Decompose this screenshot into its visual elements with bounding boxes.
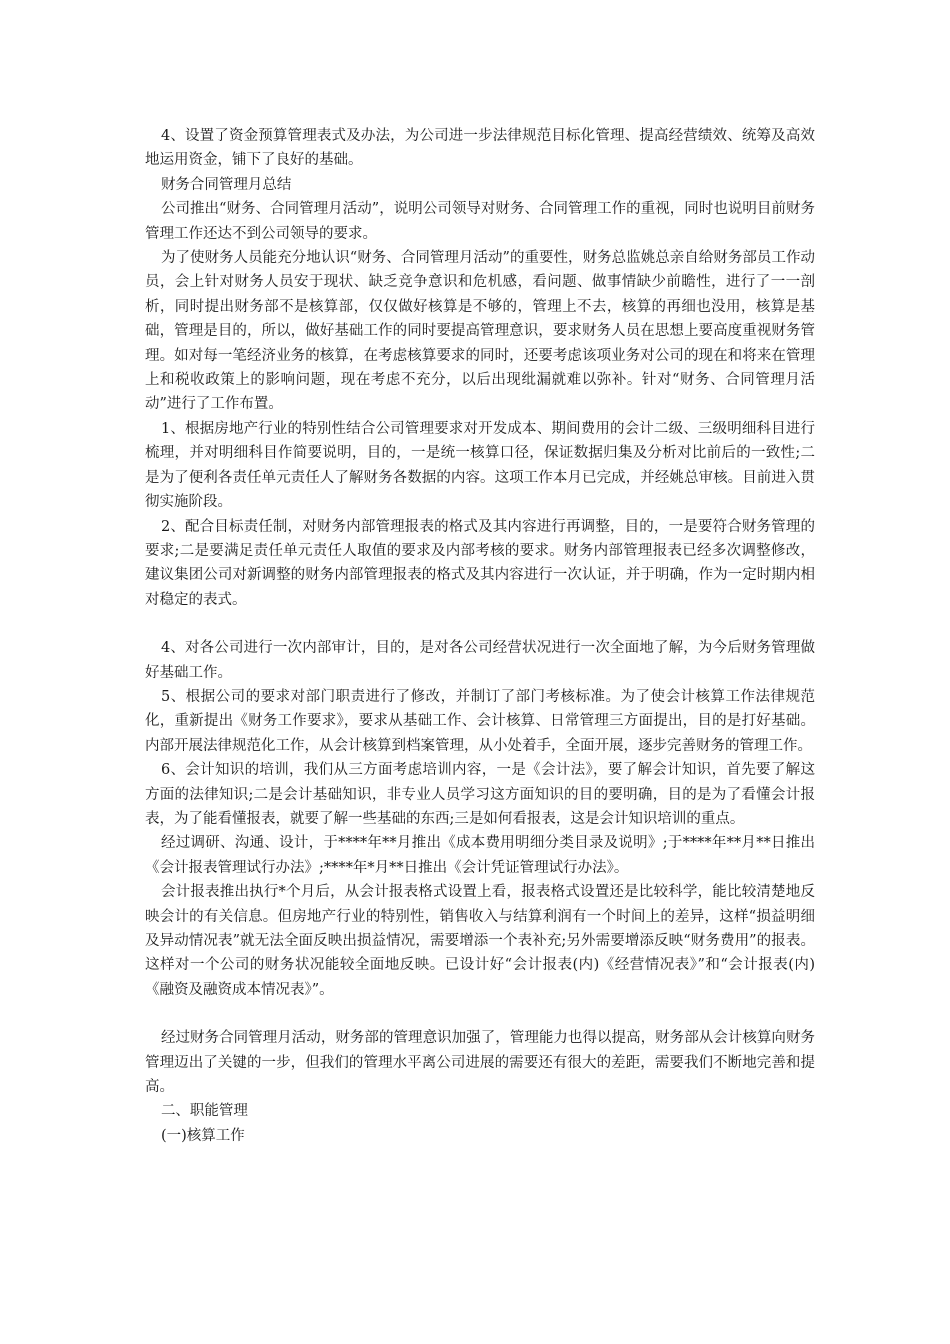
paragraph-item-5: 5、根据公司的要求对部门职责进行了修改，并制订了部门考核标准。为了使会计核算工作法律规范化，重新提出《财务工作要求》，要求从基础工作、会计核算、日常管理三方面提出，目的是打好基础。内部开展法律规范化工作，从会计核算到档案管理，从小处着手，全面开展，逐步完善财务的管理工作。 — [145, 688, 815, 754]
paragraph-activity-intro: 公司推出“财务、合同管理月活动”，说明公司领导对财务、合同管理工作的重视，同时也说明目前财务管理工作还达不到公司领导的要求。 — [145, 201, 815, 242]
paragraph-budget-management: 4、设置了资金预算管理表式及办法，为公司进一步法律规范目标化管理、提高经营绩效、统筹及高效地运用资金，铺下了良好的基础。 — [145, 128, 815, 169]
paragraph-conclusion: 经过财务合同管理月活动，财务部的管理意识加强了，管理能力也得以提高，财务部从会计核算向财务管理迈出了关键的一步，但我们的管理水平离公司进展的需要还有很大的差距，需要我们不断地完善和提高。 — [145, 1030, 815, 1096]
section-heading-functional-management: 二、职能管理 — [160, 1103, 248, 1120]
paragraph-spacer — [145, 1002, 815, 1026]
paragraph-item-2: 2、配合目标责任制，对财务内部管理报表的格式及其内容进行再调整，目的，一是要符合财务管理的要求;二是要满足责任单元责任人取值的要求及内部考核的要求。财务内部管理报表已经多次调整修改，建议集团公司对新调整的财务内部管理报表的格式及其内容进行一次认证，并于明确，作为一定时期内相对稳定的表式。 — [145, 518, 815, 608]
section-title-monthly-summary: 财务合同管理月总结 — [160, 176, 292, 193]
paragraph-report-execution: 会计报表推出执行*个月后，从会计报表格式设置上看，报表格式设置还是比较科学，能比较清楚地反映会计的有关信息。但房地产行业的特别性，销售收入与结算利润有一个时间上的差异，这样“损益明细及异动情况表”就无法全面反映出损益情况，需要增添一个表补充;另外需要增添反映“财务费用”的报表。这样对一个公司的财务状况能较全面地反映。已设计好“会计报表(内)《经营情况表》”和“会计报表(内)《融资及融资成本情况表》”。 — [145, 884, 815, 998]
document-body — [145, 124, 815, 1148]
paragraph-publications: 经过调研、沟通、设计，于****年**月推出《成本费用明细分类目录及说明》;于****年**月**日推出《会计报表管理试行办法》;****年*月**日推出《会计凭证管理试行办法》。 — [145, 835, 815, 876]
paragraph-item-4: 4、对各公司进行一次内部审计，目的，是对各公司经营状况进行一次全面地了解，为今后财务管理做好基础工作。 — [145, 640, 815, 681]
paragraph-item-1: 1、根据房地产行业的特别性结合公司管理要求对开发成本、期间费用的会计二级、三级明细科目进行梳理，并对明细科目作简要说明，目的，一是统一核算口径，保证数据归集及分析对比前后的一致性;二是为了便利各责任单元责任人了解财务各数据的内容。这项工作本月已完成，并经姚总审核。目前进入贯彻实施阶段。 — [145, 420, 815, 511]
paragraph-mobilization: 为了使财务人员能充分地认识“财务、合同管理月活动”的重要性，财务总监姚总亲自给财务部员工作动员，会上针对财务人员安于现状、缺乏竞争意识和危机感，看问题、做事情缺少前瞻性，进行了一一剖析，同时提出财务部不是核算部，仅仅做好核算是不够的，管理上不去，核算的再细也没用，核算是基础，管理是目的，所以，做好基础工作的同时要提高管理意识，要求财务人员在思想上要高度重视财务管理。如对每一笔经济业务的核算，在考虑核算要求的同时，还要考虑该项业务对公司的现在和将来在管理上和税收政策上的影响问题，现在考虑不充分，以后出现纰漏就难以弥补。针对“财务、合同管理月活动”进行了工作布置。 — [145, 250, 815, 413]
paragraph-item-6: 6、会计知识的培训，我们从三方面考虑培训内容，一是《会计法》，要了解会计知识，首先要了解这方面的法律知识;二是会计基础知识，非专业人员学习这方面知识的目的要明确，目的是为了看懂会计报表，为了能看懂报表，就要了解一些基础的东西;三是如何看报表，这是会计知识培训的重点。 — [145, 762, 815, 827]
subsection-heading-accounting-work: (一)核算工作 — [160, 1127, 245, 1144]
paragraph-spacer — [145, 612, 815, 636]
